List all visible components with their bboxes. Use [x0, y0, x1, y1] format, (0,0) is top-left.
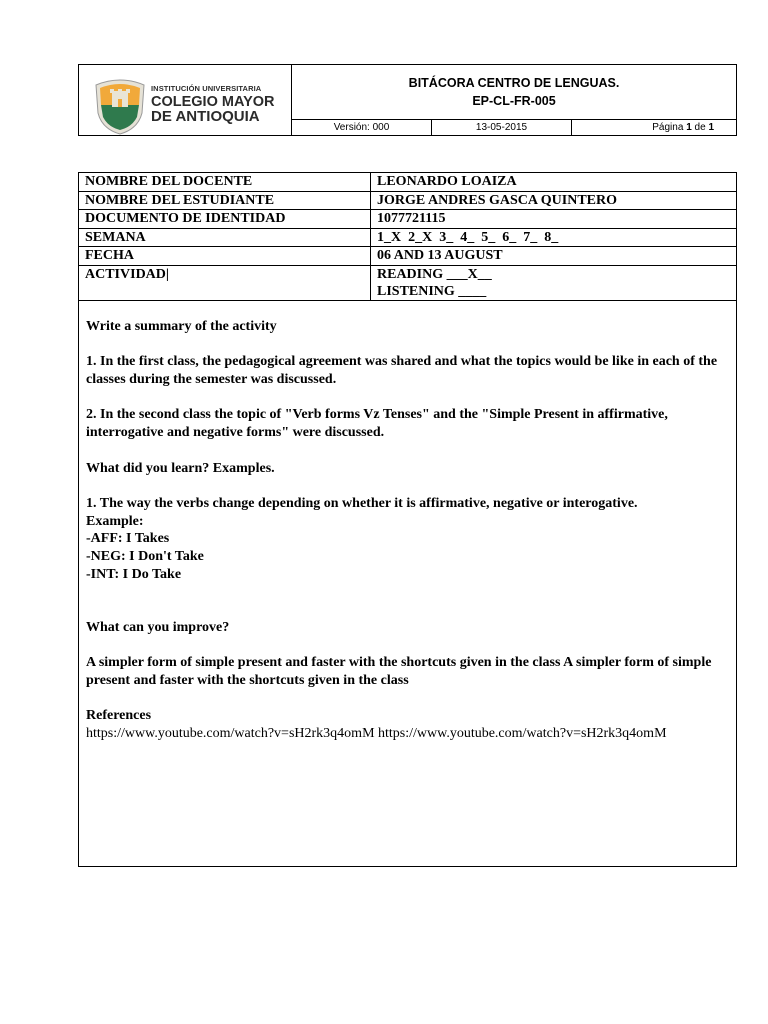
example-affirmative: -AFF: I Takes	[86, 531, 170, 547]
institution-logo-icon	[92, 77, 148, 135]
logo-cell	[79, 65, 292, 135]
page-number-cell	[572, 120, 736, 135]
summary-item-1: 1. In the first class, the pedagogical agreement was shared and what the topics would be like in each of the classes during the semester was discussed.	[86, 354, 718, 388]
table-row	[79, 191, 737, 210]
value-id-document: 1077721115	[371, 210, 737, 229]
page-prefix: Página	[652, 122, 687, 133]
value-student: JORGE ANDRES GASCA QUINTERO	[371, 191, 737, 210]
activity-log-body	[78, 301, 737, 867]
value-activity	[371, 265, 737, 300]
example-negative: -NEG: I Don't Take	[86, 549, 204, 565]
page-of: de	[691, 122, 709, 133]
learn-heading: What did you learn? Examples.	[86, 460, 275, 476]
references-heading: References	[86, 708, 152, 724]
table-row	[79, 228, 737, 247]
summary-item-2: 2. In the second class the topic of "Verb forms Vz Tenses" and the "Simple Present in affirmative, interrogative and negative forms" were discussed.	[86, 407, 668, 441]
label-week: SEMANA	[79, 228, 371, 247]
table-row	[79, 210, 737, 229]
table-row	[79, 265, 737, 300]
table-row	[79, 247, 737, 266]
page-total: 1	[708, 122, 714, 133]
label-id-document: DOCUMENTO DE IDENTIDAD	[79, 210, 371, 229]
form-code: EP-CL-FR-005	[472, 94, 556, 108]
value-teacher: LEONARDO LOAIZA	[371, 173, 737, 192]
example-interrogative: -INT: I Do Take	[86, 566, 182, 582]
references-text: https://www.youtube.com/watch?v=sH2rk3q4omM https://www.youtube.com/watch?v=sH2rk3q4omM	[86, 726, 667, 742]
document-title	[292, 65, 736, 119]
activity-listening: LISTENING ____	[377, 283, 487, 299]
student-info-table	[78, 172, 737, 301]
meta-row	[292, 119, 736, 135]
date-cell: 13-05-2015	[432, 120, 572, 135]
example-label: Example:	[86, 513, 144, 529]
summary-heading: Write a summary of the activity	[86, 319, 277, 334]
page-current: 1	[686, 122, 692, 133]
value-week: 1_X 2_X 3_ 4_ 5_ 6_ 7_ 8_	[371, 228, 737, 247]
logo-line-1: INSTITUCIÓN UNIVERSITARIA	[151, 84, 262, 93]
label-teacher: NOMBRE DEL DOCENTE	[79, 173, 371, 192]
value-date: 06 AND 13 AUGUST	[371, 247, 737, 266]
improve-heading: What can you improve?	[86, 619, 230, 635]
learn-item-1: 1. The way the verbs change depending on whether it is affirmative, negative or interogative.	[86, 495, 638, 511]
label-student: NOMBRE DEL ESTUDIANTE	[79, 191, 371, 210]
label-date: FECHA	[79, 247, 371, 266]
document-header	[78, 64, 737, 136]
activity-reading: READING ___X__	[377, 266, 492, 282]
label-activity: ACTIVIDAD|	[79, 265, 371, 300]
logo-line-2: COLEGIO MAYOR	[151, 93, 275, 110]
title-line-1: BITÁCORA CENTRO DE LENGUAS.	[408, 76, 620, 90]
logo-line-3: DE ANTIOQUIA	[151, 108, 260, 125]
improve-text: A simpler form of simple present and faster with the shortcuts given in the class A simpler form of simple present and faster with the shortcuts given in the class	[86, 655, 712, 688]
version-cell: Versión: 000	[292, 120, 432, 135]
table-row	[79, 173, 737, 192]
institution-name	[151, 85, 275, 124]
